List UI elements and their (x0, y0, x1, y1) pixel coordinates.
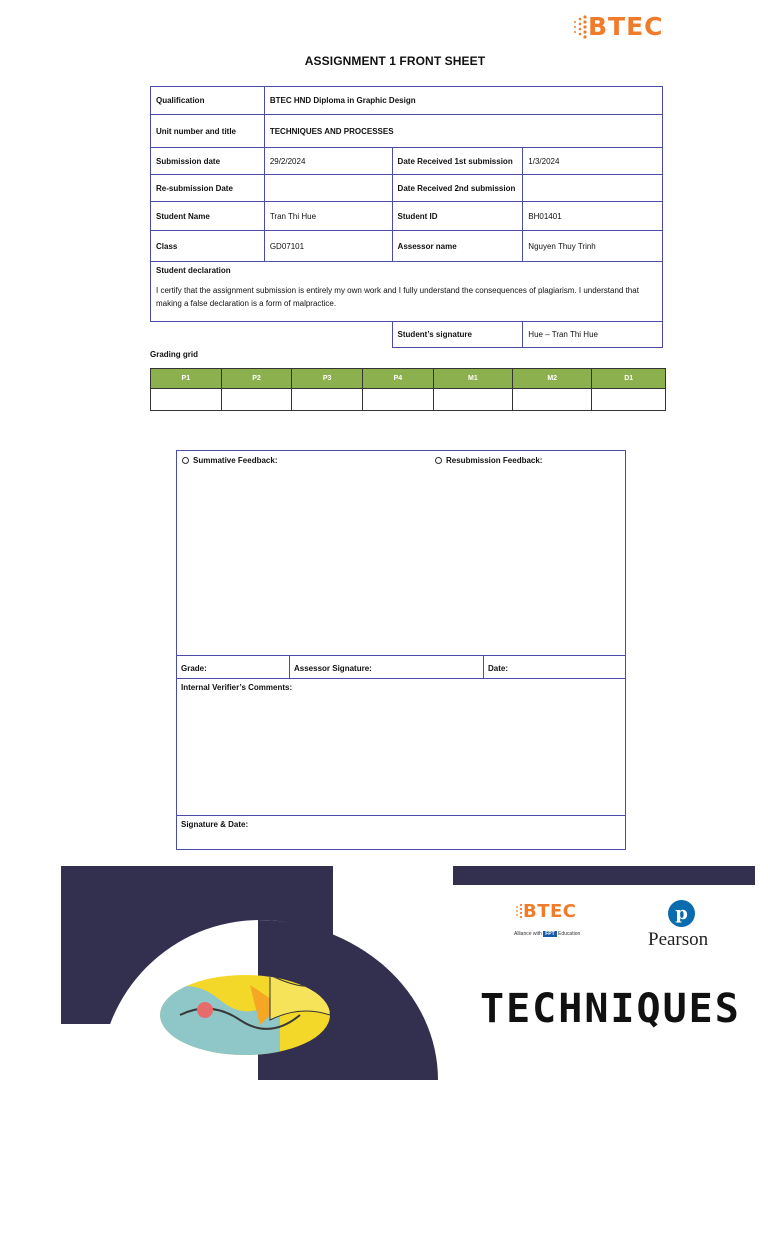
btec-alliance-logo (513, 900, 593, 942)
date-received-1-label: Date Received 1st submission (392, 148, 523, 175)
grade-cell (151, 389, 222, 411)
education-text: Education (558, 931, 581, 937)
grade-cell (592, 389, 666, 411)
divider (177, 815, 625, 816)
empty-cell (151, 322, 393, 348)
table-row (151, 322, 663, 348)
pearson-p-icon: p (668, 900, 695, 927)
date-label: Date: (488, 664, 509, 673)
btec-dots-icon (572, 14, 588, 40)
resubmission-date-value (264, 175, 392, 202)
grading-header-row (151, 369, 666, 389)
page-title: ASSIGNMENT 1 FRONT SHEET (304, 54, 486, 68)
summative-feedback-label: Summative Feedback: (193, 456, 278, 465)
declaration-cell (151, 262, 663, 322)
declaration-text: I certify that the assignment submission is entirely my own work and I fully understand the consequences of plagiarism. I understand that making a false declaration is a form of malpractice. (156, 286, 639, 308)
date-received-1-value: 1/3/2024 (523, 148, 663, 175)
assessor-value: Nguyen Thuy Trinh (523, 231, 663, 262)
student-name-label: Student Name (151, 202, 265, 231)
divider (177, 655, 625, 656)
declaration-heading: Student declaration (156, 266, 231, 275)
grade-cell (292, 389, 363, 411)
cover-artwork (160, 975, 330, 1055)
btec-logo-text: BTEC (588, 12, 664, 41)
table-row (151, 175, 663, 202)
table-row (151, 231, 663, 262)
student-id-label: Student ID (392, 202, 523, 231)
grading-grid (150, 368, 666, 411)
divider (289, 655, 290, 678)
divider (483, 655, 484, 678)
pearson-logo (645, 898, 720, 948)
alliance-text: Alliance with (514, 931, 542, 937)
cover-top-bar (453, 866, 755, 885)
table-row (151, 148, 663, 175)
gear-icon (182, 457, 189, 464)
qualification-value: BTEC HND Diploma in Graphic Design (264, 87, 662, 115)
grade-cell (363, 389, 434, 411)
grade-col-header: P3 (292, 369, 363, 389)
submission-date-value: 29/2/2024 (264, 148, 392, 175)
internal-verifier-label: Internal Verifier’s Comments: (181, 683, 293, 692)
grade-label: Grade: (181, 664, 207, 673)
table-row (151, 115, 663, 148)
grade-cell (433, 389, 512, 411)
qualification-label: Qualification (151, 87, 265, 115)
divider (177, 678, 625, 679)
grade-col-header: P1 (151, 369, 222, 389)
date-received-2-value (523, 175, 663, 202)
alliance-line (514, 931, 580, 937)
grade-cell (221, 389, 292, 411)
assignment-info-table (150, 86, 663, 348)
cover-artwork-graphic (160, 975, 330, 1055)
cover-title: TECHNIQUES (480, 986, 741, 1032)
grading-value-row (151, 389, 666, 411)
resubmission-feedback-label: Resubmission Feedback: (446, 456, 543, 465)
grade-col-header: M2 (513, 369, 592, 389)
assessor-signature-label: Assessor Signature: (294, 664, 372, 673)
student-id-value: BH01401 (523, 202, 663, 231)
fpt-logo: FPT (545, 931, 555, 937)
grade-col-header: D1 (592, 369, 666, 389)
assessor-label: Assessor name (392, 231, 523, 262)
grade-cell (513, 389, 592, 411)
grade-col-header: M1 (433, 369, 512, 389)
signature-value: Hue – Tran Thi Hue (523, 322, 663, 348)
table-row (151, 262, 663, 322)
unit-value: TECHNIQUES AND PROCESSES (264, 115, 662, 148)
signature-label: Student’s signature (392, 322, 523, 348)
student-name-value: Tran Thi Hue (264, 202, 392, 231)
btec-dots-icon (513, 903, 523, 921)
btec-logo (572, 12, 672, 42)
grade-col-header: P2 (221, 369, 292, 389)
table-row (151, 87, 663, 115)
class-value: GD07101 (264, 231, 392, 262)
pearson-wordmark: Pearson (648, 929, 709, 950)
gear-icon (435, 457, 442, 464)
submission-date-label: Submission date (151, 148, 265, 175)
unit-label: Unit number and title (151, 115, 265, 148)
grade-col-header: P4 (363, 369, 434, 389)
btec-logo-text: BTEC (523, 901, 577, 922)
resubmission-date-label: Re-submission Date (151, 175, 265, 202)
table-row (151, 202, 663, 231)
signature-date-label: Signature & Date: (181, 820, 249, 829)
summative-feedback (182, 456, 277, 465)
date-received-2-label: Date Received 2nd submission (392, 175, 523, 202)
resubmission-feedback (435, 456, 542, 465)
class-label: Class (151, 231, 265, 262)
feedback-box (176, 450, 626, 850)
grading-grid-label: Grading grid (150, 350, 198, 359)
